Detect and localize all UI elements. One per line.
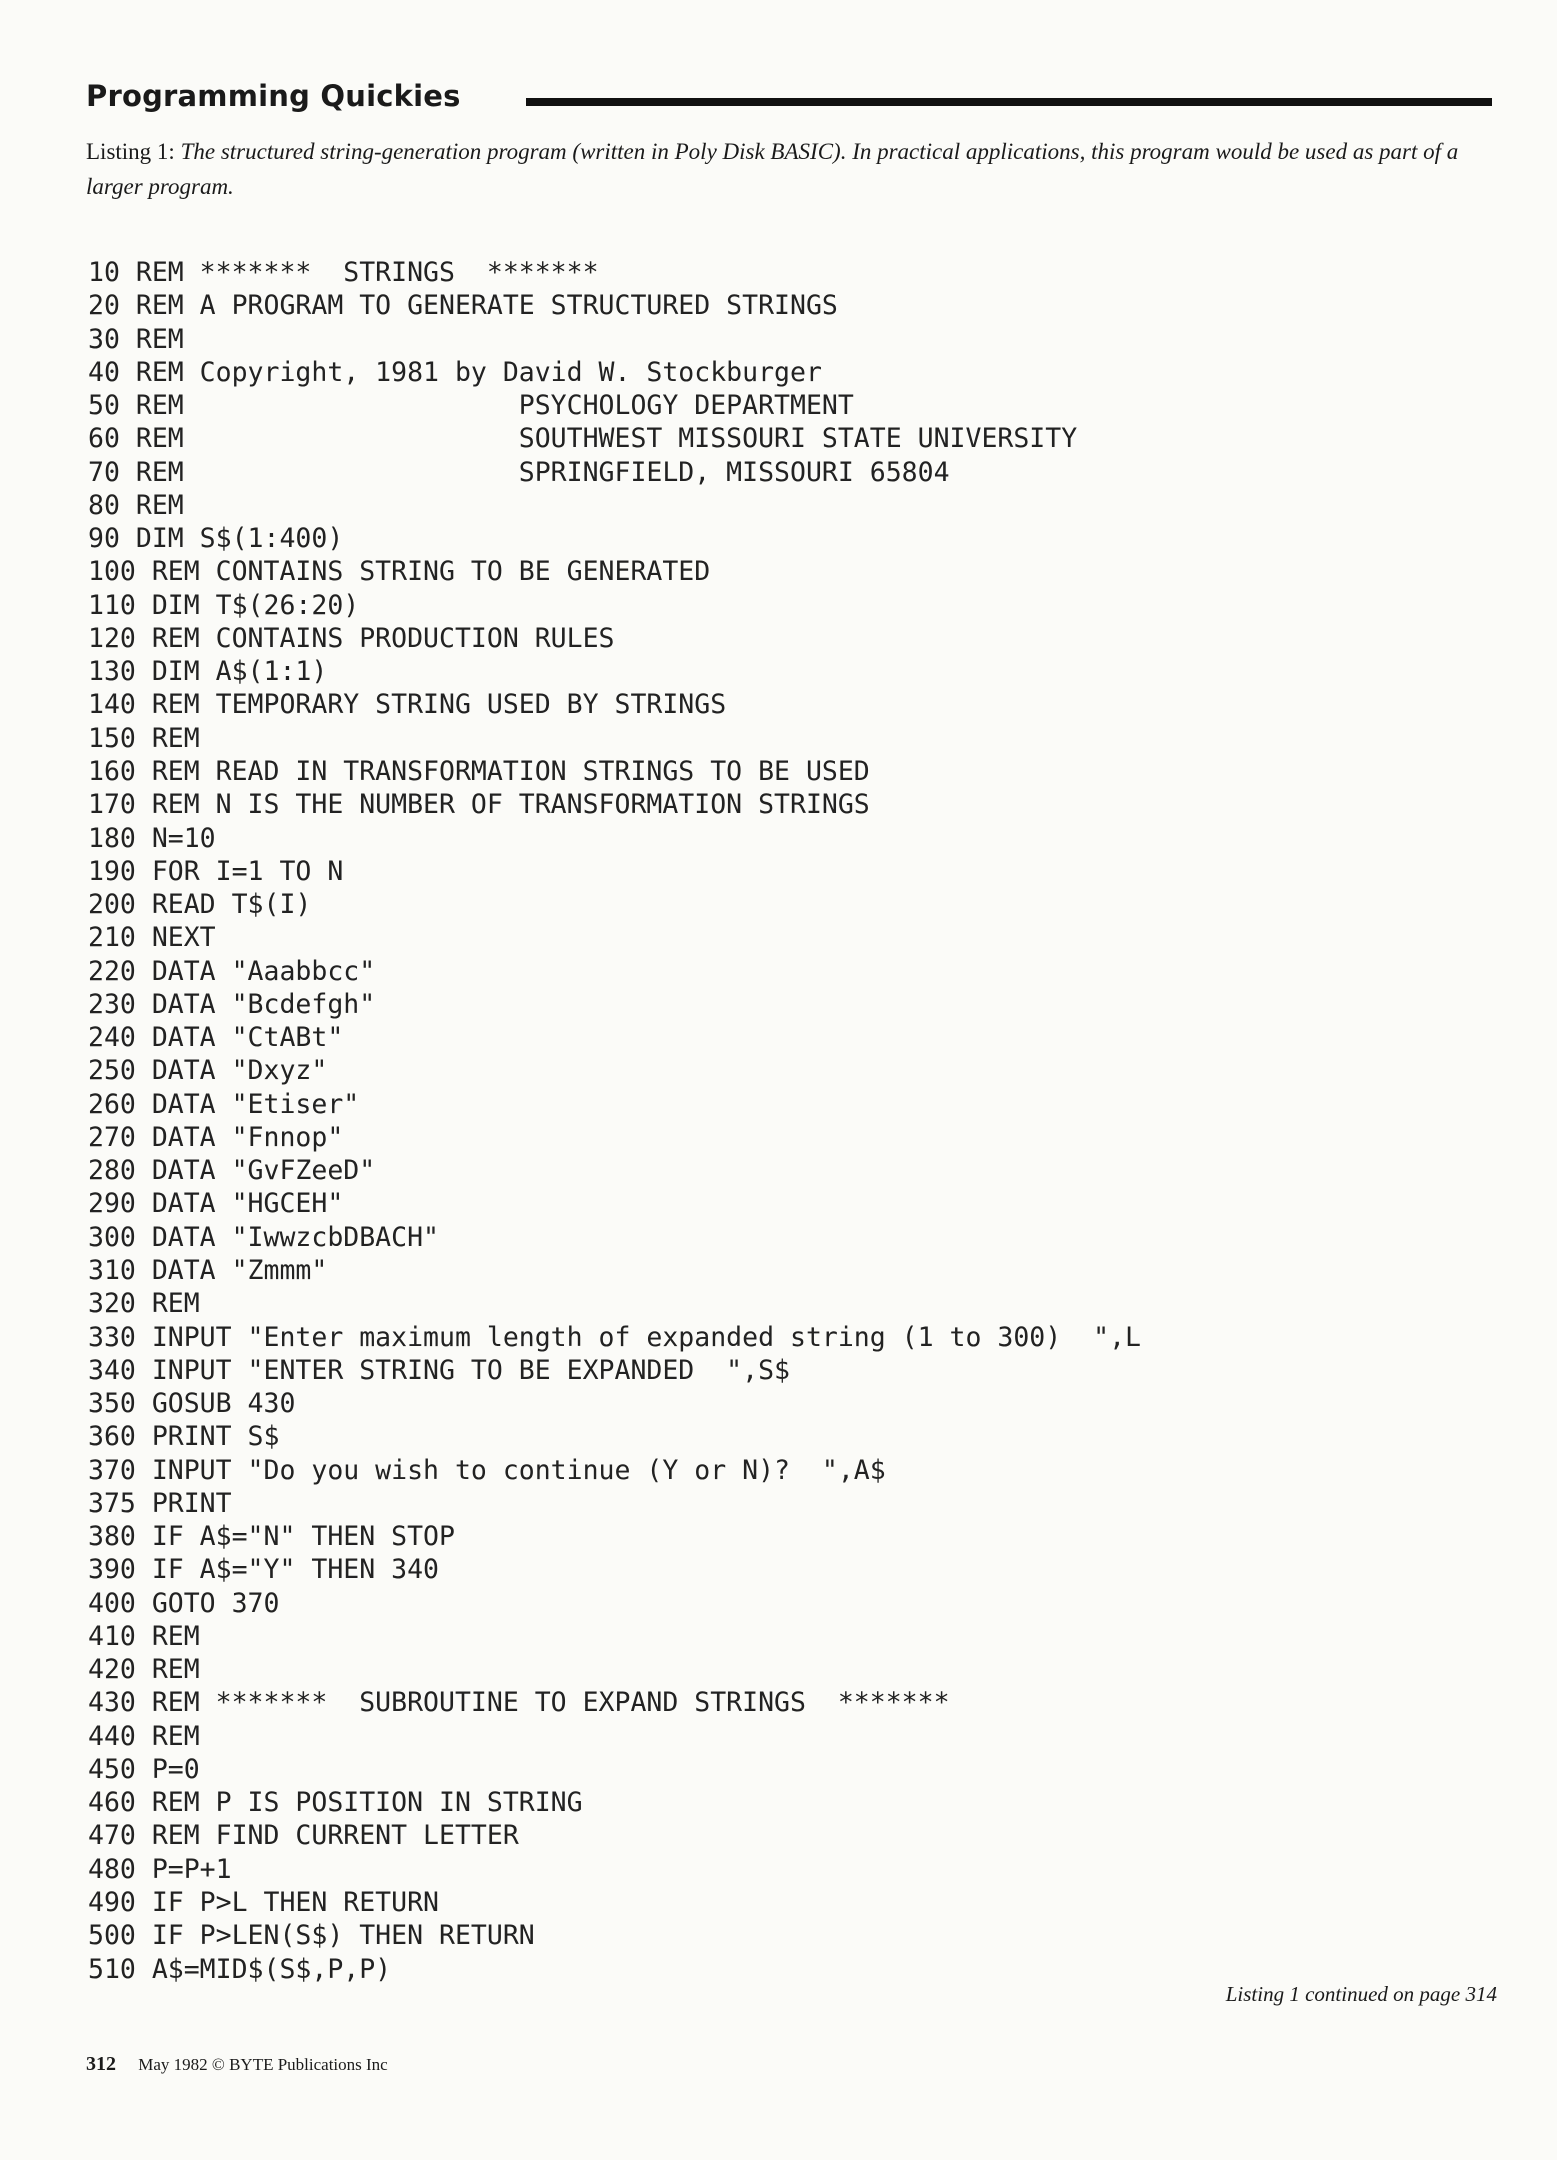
- code-line: 50 REM PSYCHOLOGY DEPARTMENT: [88, 390, 854, 422]
- code-line: 80 REM: [88, 489, 184, 521]
- code-line: 270 DATA "Fnnop": [88, 1121, 344, 1153]
- code-line: 10 REM ******* STRINGS *******: [88, 257, 599, 288]
- caption-text: The structured string-generation program (written in Poly Disk BASIC). In practical applications, this program would be used as part of a larger program.: [86, 139, 1459, 199]
- code-line: 150 REM: [88, 722, 200, 754]
- caption-label: Listing 1:: [86, 139, 175, 164]
- code-line: 160 REM READ IN TRANSFORMATION STRINGS TO BE USED: [88, 755, 870, 787]
- code-listing: [88, 256, 1488, 1986]
- page-number: 312: [86, 2053, 116, 2075]
- code-line: 360 PRINT S$: [88, 1421, 280, 1453]
- code-line: 440 REM: [88, 1720, 200, 1752]
- code-line: 290 DATA "HGCEH": [88, 1188, 344, 1220]
- code-line: 300 DATA "IwwzcbDBACH": [88, 1221, 439, 1253]
- code-line: 70 REM SPRINGFIELD, MISSOURI 65804: [88, 456, 950, 488]
- publication-info: May 1982 © BYTE Publications Inc: [138, 2055, 388, 2074]
- code-line: 380 IF A$="N" THEN STOP: [88, 1521, 455, 1553]
- code-line: 30 REM: [88, 323, 184, 355]
- code-line: 230 DATA "Bcdefgh": [88, 988, 376, 1020]
- code-line: 490 IF P>L THEN RETURN: [88, 1887, 439, 1919]
- code-line: 260 DATA "Etiser": [88, 1088, 360, 1120]
- code-line: 250 DATA "Dxyz": [88, 1055, 328, 1087]
- code-line: 460 REM P IS POSITION IN STRING: [88, 1787, 583, 1819]
- header-rule: [526, 98, 1492, 106]
- code-line: 190 FOR I=1 TO N: [88, 855, 344, 887]
- code-line: 130 DIM A$(1:1): [88, 656, 328, 688]
- code-line: 90 DIM S$(1:400): [88, 523, 344, 555]
- code-line: 350 GOSUB 430: [88, 1388, 296, 1420]
- code-line: 60 REM SOUTHWEST MISSOURI STATE UNIVERSITY: [88, 423, 1078, 455]
- code-line: 40 REM Copyright, 1981 by David W. Stockburger: [88, 356, 822, 388]
- code-line: 320 REM: [88, 1288, 200, 1320]
- code-line: 280 DATA "GvFZeeD": [88, 1155, 376, 1187]
- code-line: 470 REM FIND CURRENT LETTER: [88, 1820, 519, 1852]
- code-line: 330 INPUT "Enter maximum length of expanded string (1 to 300) ",L: [88, 1321, 1141, 1353]
- code-line: 375 PRINT: [88, 1487, 232, 1519]
- code-line: 410 REM: [88, 1620, 200, 1652]
- code-line: 170 REM N IS THE NUMBER OF TRANSFORMATION STRINGS: [88, 789, 870, 821]
- code-line: 400 GOTO 370: [88, 1587, 280, 1619]
- code-line: 340 INPUT "ENTER STRING TO BE EXPANDED ",S$: [88, 1354, 790, 1386]
- listing-caption: [86, 134, 1492, 204]
- page-footer: [86, 2053, 388, 2076]
- code-line: 100 REM CONTAINS STRING TO BE GENERATED: [88, 556, 711, 588]
- code-line: 480 P=P+1: [88, 1853, 232, 1885]
- code-line: 200 READ T$(I): [88, 889, 312, 921]
- section-header: [86, 78, 1492, 118]
- code-line: 370 INPUT "Do you wish to continue (Y or N)? ",A$: [88, 1454, 886, 1486]
- code-line: 180 N=10: [88, 822, 216, 854]
- code-line: 20 REM A PROGRAM TO GENERATE STRUCTURED STRINGS: [88, 290, 838, 322]
- code-line: 450 P=0: [88, 1753, 200, 1785]
- code-line: 510 A$=MID$(S$,P,P): [88, 1953, 392, 1985]
- code-line: 220 DATA "Aaabbcc": [88, 955, 376, 987]
- code-line: 430 REM ******* SUBROUTINE TO EXPAND STRINGS *******: [88, 1687, 950, 1719]
- continued-note: Listing 1 continued on page 314: [1225, 1982, 1497, 2006]
- code-line: 240 DATA "CtABt": [88, 1022, 344, 1054]
- code-line: 210 NEXT: [88, 922, 216, 954]
- code-line: 140 REM TEMPORARY STRING USED BY STRINGS: [88, 689, 727, 721]
- section-title: Programming Quickies: [86, 79, 461, 113]
- code-line: 110 DIM T$(26:20): [88, 589, 360, 621]
- code-line: 420 REM: [88, 1654, 200, 1686]
- code-line: 390 IF A$="Y" THEN 340: [88, 1554, 439, 1586]
- code-line: 500 IF P>LEN(S$) THEN RETURN: [88, 1920, 535, 1952]
- code-line: 120 REM CONTAINS PRODUCTION RULES: [88, 622, 615, 654]
- code-line: 310 DATA "Zmmm": [88, 1254, 328, 1286]
